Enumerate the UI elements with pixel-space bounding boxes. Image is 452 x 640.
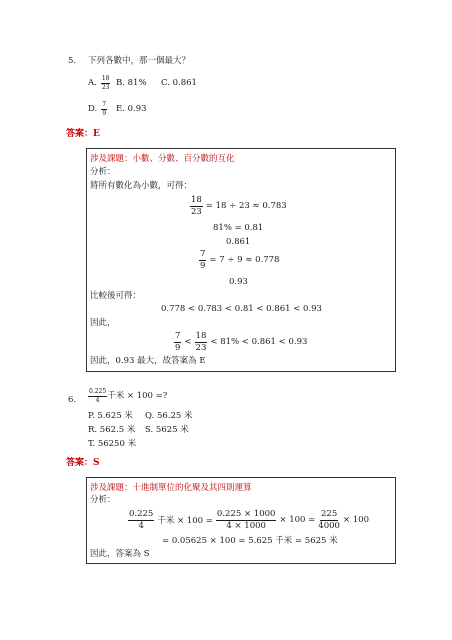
equation-1 (190, 196, 287, 216)
option-p: P. 5.625 米 (88, 411, 133, 421)
question-rest: 千米 × 100 =? (107, 391, 168, 401)
question-number: 6. (68, 395, 77, 405)
denominator: 9 (175, 342, 181, 353)
fraction-3 (318, 510, 340, 530)
conclusion-line: 因此，0.93 最大，故答案為 E (90, 356, 206, 366)
equation-3: 0.861 (226, 237, 251, 247)
option-a-denominator: 23 (101, 84, 110, 91)
equation-end: × 100 (342, 515, 369, 525)
equation-line-2: = 0.05625 × 100 = 5.625 千米 = 5625 米 (162, 536, 338, 546)
equation-4 (199, 250, 279, 270)
denominator: 4 (95, 397, 100, 404)
option-d-fraction (101, 102, 107, 117)
option-b: B. 81% (116, 78, 147, 88)
option-r: R. 562.5 米 (88, 425, 136, 435)
answer-label: 答案：S (66, 458, 100, 468)
option-a-label: A. (88, 78, 97, 88)
option-t: T. 56250 米 (88, 439, 137, 449)
denominator: 23 (195, 342, 207, 353)
conclusion-line: 因此，答案為 S (90, 549, 150, 559)
equation-4-fraction (199, 250, 206, 270)
equation-1-rest: = 18 ÷ 23 ≈ 0.783 (205, 201, 287, 211)
denominator: 4 (138, 520, 144, 531)
topic-title: 涉及課題：十進制單位的化聚及其四則運算 (90, 483, 252, 493)
denominator: 4 × 1000 (226, 520, 266, 531)
numerator: 225 (321, 509, 338, 519)
fraction-1 (128, 510, 154, 530)
compare-line: 0.778 < 0.783 < 0.81 < 0.861 < 0.93 (161, 304, 322, 314)
numerator: 18 (191, 195, 202, 205)
denominator: 23 (191, 206, 202, 217)
option-q: Q. 56.25 米 (145, 411, 193, 421)
option-s: S. 5625 米 (145, 425, 189, 435)
equation-mid-1: 千米 × 100 = (157, 516, 213, 526)
numerator: 0.225 × 1000 (216, 509, 276, 519)
explanation-line: 將所有數化為小數，可得： (90, 181, 193, 191)
equation-2: 81% = 0.81 (213, 223, 264, 233)
question-text (88, 389, 167, 404)
compare-label: 比較後可得： (90, 291, 142, 301)
equation-1-fraction (190, 196, 203, 216)
final-rest: < 81% < 0.861 < 0.93 (210, 337, 308, 347)
option-d-label: D. (88, 104, 98, 114)
fraction-2 (216, 510, 277, 530)
equation-4-rest: = 7 ÷ 9 ≈ 0.778 (209, 255, 280, 265)
numerator: 0.225 (129, 509, 154, 519)
equation-mid-2: × 100 = (279, 515, 316, 525)
therefore-label: 因此， (90, 318, 116, 328)
numerator: 18 (195, 331, 207, 341)
numerator: 7 (200, 249, 206, 259)
question-number: 5. (68, 56, 77, 66)
option-a-numerator: 18 (101, 75, 110, 82)
analysis-label: 分析： (90, 495, 116, 505)
less-than: < (184, 337, 192, 347)
final-fraction-2 (195, 332, 208, 352)
question-text: 下列各數中，那一個最大？ (88, 56, 191, 66)
answer-label: 答案：E (66, 129, 100, 139)
equation-line-1 (128, 510, 369, 530)
denominator: 9 (200, 260, 206, 271)
option-e: E. 0.93 (116, 104, 147, 114)
option-a (88, 76, 110, 91)
option-d (88, 102, 107, 117)
numerator: 7 (175, 331, 181, 341)
option-d-numerator: 7 (102, 101, 107, 108)
final-fraction-1 (174, 332, 181, 352)
topic-title: 涉及課題：小數、分數、百分數的互化 (90, 154, 235, 164)
denominator: 4000 (318, 520, 340, 531)
analysis-label: 分析： (90, 167, 116, 177)
numerator: 0.225 (89, 388, 107, 395)
option-a-fraction (101, 76, 111, 91)
question-fraction (88, 389, 107, 404)
option-d-denominator: 9 (102, 110, 107, 117)
final-inequality (174, 332, 307, 352)
equation-5: 0.93 (229, 277, 248, 287)
option-c: C. 0.861 (161, 78, 197, 88)
